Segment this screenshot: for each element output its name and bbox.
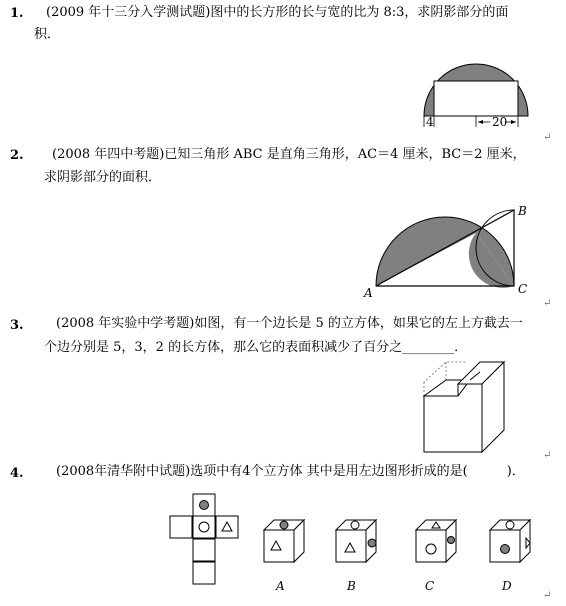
paragraph-mark: ↵ xyxy=(543,132,552,143)
q4-option-c-cube xyxy=(416,520,456,562)
q4-option-d-cube xyxy=(490,520,530,562)
question-3-text-line1: (2008 年实验中学考题)如图，有一个边长是 5 的立方体，如果它的左上方截去一 xyxy=(56,316,523,331)
paragraph-mark: ↵ xyxy=(543,298,552,309)
paragraph-mark: ↵ xyxy=(543,590,552,601)
question-3-text-line2: 个边分别是 5，3，2 的长方体，那么它的表面积减少了百分之________． xyxy=(44,340,468,355)
q1-rectangle xyxy=(434,81,518,116)
question-4-number: 4. xyxy=(10,466,24,481)
q3-cube-figure xyxy=(424,362,504,452)
q1-semicircle-figure xyxy=(424,64,528,129)
q4-option-label-b: B xyxy=(347,579,356,593)
question-2-text-line2: 求阴影部分的面积． xyxy=(44,170,162,185)
question-3-number: 3. xyxy=(10,318,24,333)
q4-option-label-c: C xyxy=(425,579,435,593)
q2-label-a: A xyxy=(364,286,373,300)
paragraph-mark: ↵ xyxy=(543,450,552,461)
q2-triangle-figure xyxy=(363,204,527,300)
question-1-text-line2: 积． xyxy=(34,27,61,42)
question-2-number: 2. xyxy=(10,148,24,163)
q4-option-label-d: D xyxy=(502,579,512,593)
q1-label-4: 4 xyxy=(426,115,434,129)
q2-label-b: B xyxy=(518,204,527,218)
question-1-number: 1. xyxy=(10,6,24,21)
q4-option-b-cube xyxy=(336,520,376,562)
question-2-text-line1: (2008 年四中考题)已知三角形 ABC 是直角三角形，AC＝4 厘米，BC＝2 厘米， xyxy=(52,147,526,162)
q4-cube-net xyxy=(170,494,238,584)
q2-label-c: C xyxy=(518,282,528,296)
question-4-text-line1: (2008年清华附中试题)选项中有4个立方体 其中是用左边图形折成的是( )． xyxy=(56,464,525,479)
q4-option-label-a: A xyxy=(276,579,285,593)
question-1-text-line1: (2009 年十三分入学测试题)图中的长方形的长与宽的比为 8:3，求阴影部分的面 xyxy=(46,5,509,20)
q1-label-20: 20 xyxy=(492,115,508,129)
q4-option-a-cube xyxy=(264,520,304,562)
